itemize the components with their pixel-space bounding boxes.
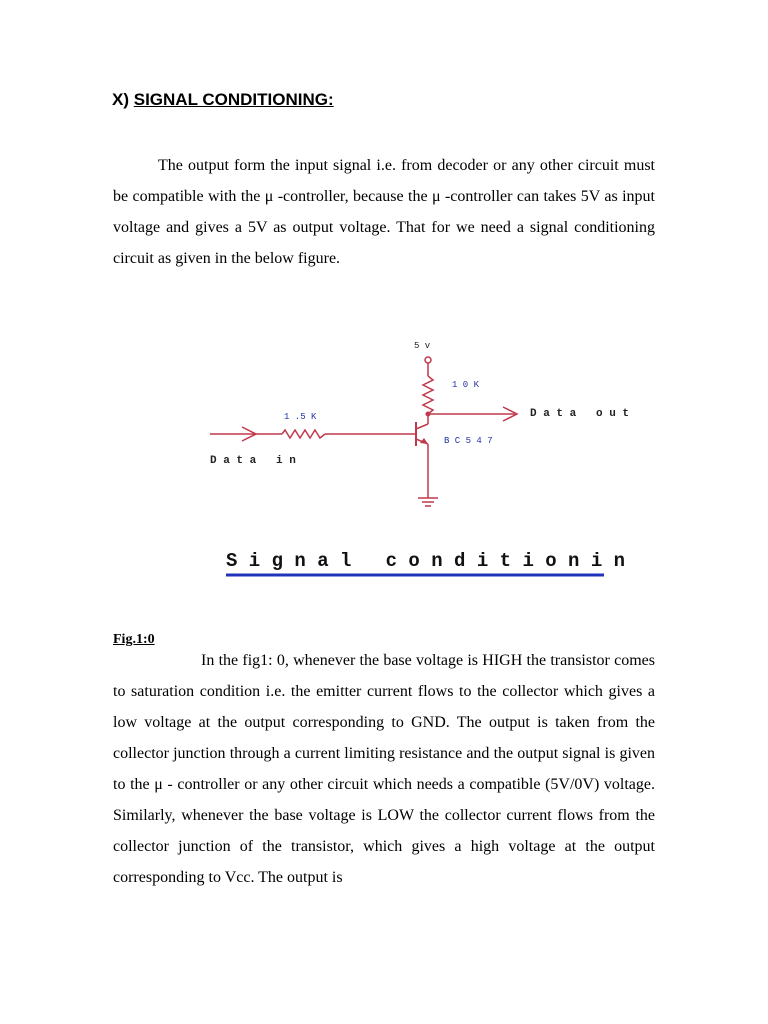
explanation-paragraph-text: In the fig1: 0, whenever the base voltage is HIGH the transistor comes to saturation condition i.e. the emitter current flows to the collector which gives a low voltage at the output corresponding to GND. The output is taken from the collector junction through a current limiting resistance and the output signal is given to the μ - controller or any other circuit which needs a compatible (5V/0V) voltage. Similarly, whenever the base voltage is LOW the collector current flows from the collector junction of the transistor, which gives a high voltage at the output corresponding to Vcc. The output is [113, 652, 655, 886]
base-resistor [282, 430, 325, 438]
data-out-label: D a t a o u t [530, 408, 630, 420]
section-number: X) [112, 90, 129, 109]
transistor-collector-leg [416, 424, 428, 429]
collector-resistor-label: 1 0 K [452, 380, 480, 390]
intro-paragraph [113, 150, 655, 274]
explanation-paragraph [113, 645, 655, 893]
section-heading [112, 90, 334, 110]
transistor-label: B C 5 4 7 [444, 436, 493, 446]
intro-paragraph-text: The output form the input signal i.e. from decoder or any other circuit must be compatible with the μ -controller, because the μ -controller can takes 5V as input voltage and gives a 5V as output voltage. That for we need a signal conditioning circuit as given in the below figure. [113, 157, 655, 267]
signal-conditioning-circuit-figure [0, 330, 768, 590]
collector-resistor [423, 376, 433, 414]
supply-terminal [425, 357, 431, 363]
supply-voltage-label: 5 v [414, 341, 431, 351]
base-resistor-label: 1 .5 K [284, 412, 317, 422]
figure-caption: S i g n a l c o n d i t i o n i n [226, 550, 626, 572]
data-in-label: D a t a i n [210, 455, 296, 467]
section-title: SIGNAL CONDITIONING: [133, 90, 334, 109]
figure-label: Fig.1:0 [113, 632, 155, 647]
